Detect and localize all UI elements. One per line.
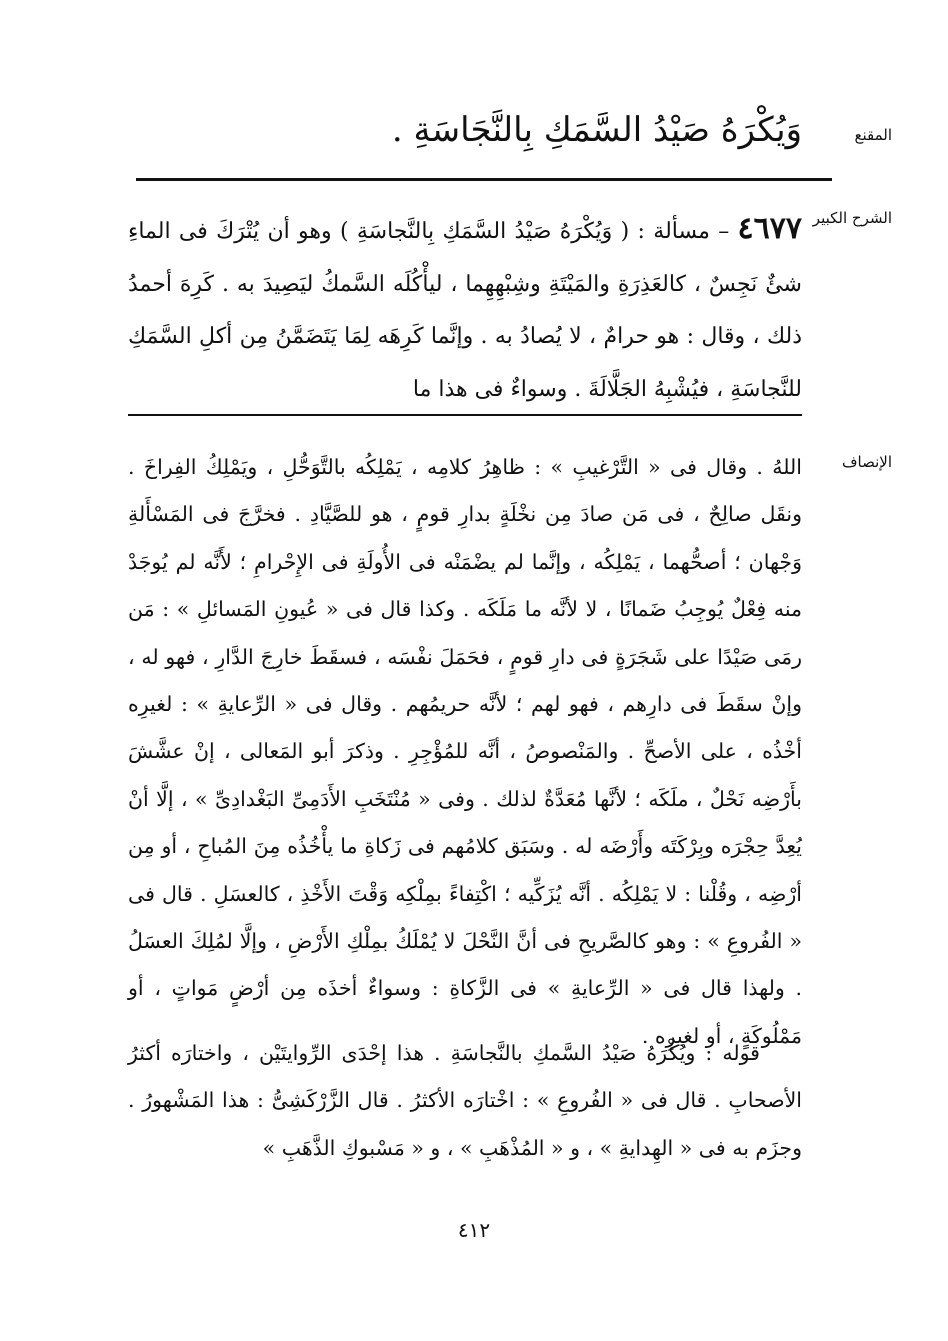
muqni-text: وَيُكْرَهُ صَيْدُ السَّمَكِ بِالنَّجَاسَةِ .	[391, 110, 802, 150]
thin-divider	[128, 414, 802, 416]
issue-number: ٤٦٧٧	[737, 211, 802, 246]
insaf-text: اللهُ . وقال فى « التَّرْغيبِ » : ظاهِرُ كلامِه ، يَمْلِكُه بالتَّوَحُّلِ ، ويَمْلِكُ الفِراخَ . ونقَل صالِحٌ ، فى مَن صادَ مِن نخْلَةٍ بدارِ قومٍ ، هو للصَّيَّادِ . فخرَّجَ فى المَسْأَلةِ وَجْهان ؛ أصحُّهما ، يَمْلِكُه ، وإنَّما لم يضْمَنْه فى الأُولَةِ فى الإِحْرامِ ؛ لأَنَّه لم يُوجَدْ منه فِعْلٌ يُوجِبُ ضَمانًا ، لا لأنَّه ما مَلَكَه . وكذا قال فى « عُيونِ المَسائلِ » : مَن رمَى صَيْدًا على شَجَرَةٍ فى دارِ قومٍ ، فحَمَلَ نفْسَه ، فسقَطَ خارِجَ الدَّارِ ، فهو له ، وإنْ سقَطَ فى دارِهم ، فهو لهم ؛ لأنَّه حريمُهم . وقال فى « الرِّعايةِ » : لغيرِه أخْذُه ، على الأصحِّ . والمَنْصوصُ ، أنَّه للمُؤْجِرِ . وذكرَ أبو المَعالى ، إنْ عشَّشَ بأَرْضِه نَحْلٌ ، ملَكَه ؛ لأنَّها مُعَدَّةٌ لذلك . وفى « مُنْتَخَبِ الأَدَمِىِّ البَغْدادِىِّ » ، إلَّا أنْ يُعِدَّ حِجْرَه وبِرْكَتَه وأَرْضَه له . وسَبَق كلامُهم فى زَكاةِ ما يأْخُذُه مِنَ المُباحِ ، أو مِن أرْضِه ، وقُلْنا : لا يَمْلِكُه . أنَّه يُزَكِّيه ؛ اكْتِفاءً بمِلْكِه وَقْتَ الأَخْذِ ، كالعسَلِ . قال فى « الفُروعِ » : وهو كالصَّريحِ فى أنَّ النَّحْلَ لا يُمْلَكُ بمِلْكِ الأَرْضِ ، وإلَّا لمُلِكَ العسَلُ . ولهذا قال فى « الرِّعايةِ » فى الزَّكاةِ : وسواءٌ أخذَه مِن أرْضٍ مَواتٍ ، أو مَمْلُوكَةٍ ، أو لغيرِه .	[128, 455, 802, 1048]
page-number: ٤١٢	[457, 1218, 491, 1242]
section-label-insaf: الإنصاف	[841, 453, 892, 471]
sharh-text	[128, 203, 802, 416]
sharh-body: – مسألة : ( وَيُكْرَهُ صَيْدُ السَّمَكِ بِالنَّجاسَةِ ) وهو أن يُتْرَكَ فى الماءِ شئٌ نَجِسٌ ، كالعَذِرَةِ والمَيْتَةِ وشِبْهِهِما ، ليأْكُلَه السَّمكُ ليَصِيدَ به . كَرِهَ أحمدُ ذلك ، وقال : هو حرامٌ ، لا يُصادُ به . وإنَّما كَرِهَه لِمَا يَتَضَمَّنُ مِن أكلِ السَّمَكِ للنَّجاسَةِ ، فيُشْبِهُ الجَلَّالَةَ . وسواءٌ فى هذا ما	[128, 219, 802, 402]
thick-divider	[136, 178, 832, 181]
insaf-qawl-paragraph: قوله : ويُكْرَهُ صَيْدُ السَّمكِ بالنَّجاسَةِ . هذا إحْدَى الرِّوايتَيْن ، واختارَه أكثرُ الأصحابِ . قال فى « الفُروعِ » : اخْتارَه الأكثرُ . قال الزَّرْكَشِىُّ : هذا المَشْهورُ . وجزَم به فى « الهِدايةِ » ، و « المُذْهَبِ » ، و « مَسْبوكِ الذَّهَبِ »	[128, 1041, 802, 1160]
section-label-sharh: الشرح الكبير	[812, 209, 892, 227]
section-label-muqni: المقنع	[854, 126, 892, 144]
